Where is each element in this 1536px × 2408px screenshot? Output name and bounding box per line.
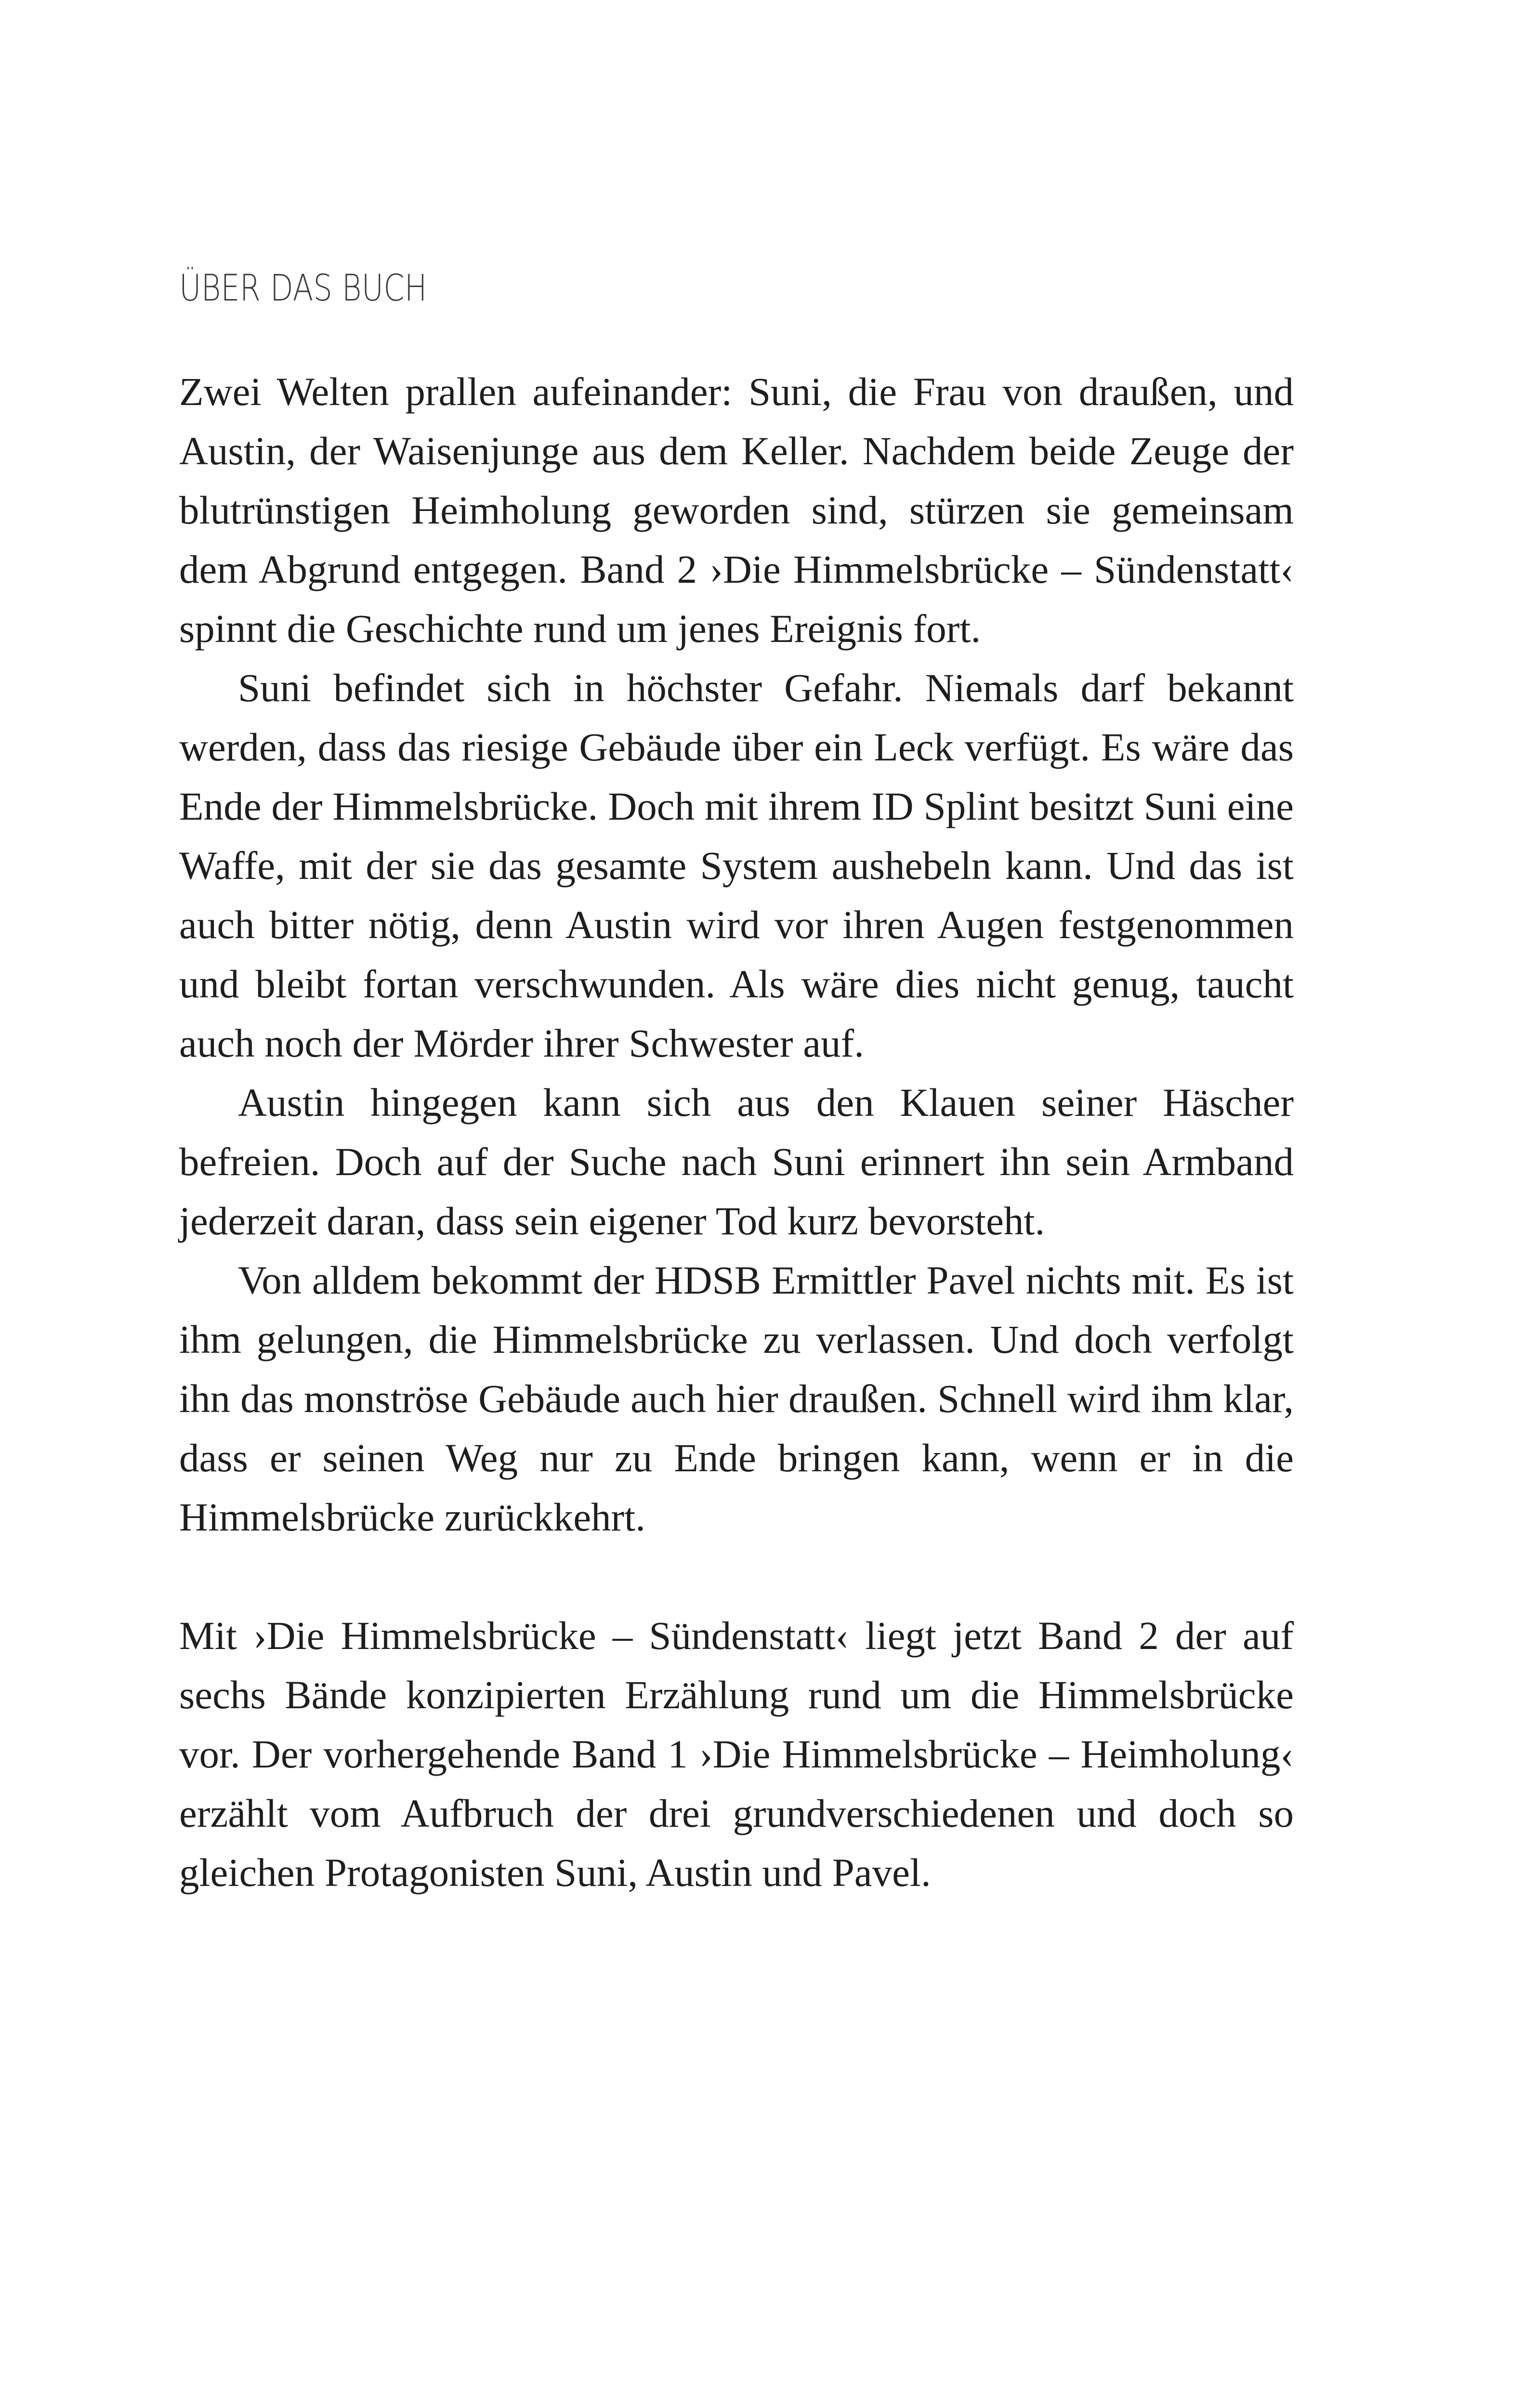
paragraph-austin: Austin hingegen kann sich aus den Klauen seiner Häscher befreien. Doch auf der Suche nach Suni erinnert ihn sein Armband jederzeit daran, dass sein eigener Tod kurz bevorsteht. bbox=[179, 1080, 1294, 1243]
section-heading: ÜBER DAS BUCH bbox=[179, 266, 427, 309]
paragraph-intro: Zwei Welten prallen aufeinander: Suni, die Frau von draußen, und Austin, der Waisenjunge aus dem Keller. Nachdem beide Zeuge der blutrünstigen Heimholung geworden sind, stürzen sie gemeinsam dem Abgrund entgegen. Band 2 ›Die Himmelsbrücke – Sündenstatt‹ spinnt die Geschichte rund um jenes Ereignis fort. bbox=[179, 369, 1294, 651]
paragraph-pavel: Von alldem bekommt der HDSB Ermittler Pavel nichts mit. Es ist ihm gelungen, die Himmelsbrücke zu verlassen. Und doch verfolgt ihn das monströse Gebäude auch hier draußen. Schnell wird ihm klar, dass er seinen Weg nur zu Ende bringen kann, wenn er in die Himmelsbrücke zurückkehrt. bbox=[179, 1258, 1294, 1539]
paragraph-series-note: Mit ›Die Himmelsbrücke – Sündenstatt‹ liegt jetzt Band 2 der auf sechs Bände konzipierten Erzählung rund um die Himmelsbrücke vor. Der vorhergehende Band 1 ›Die Himmelsbrücke – Heimholung‹ erzählt vom Aufbruch der drei grundverschiedenen und doch so gleichen Protagonisten Suni, Austin und Pavel. bbox=[179, 1613, 1294, 1895]
book-blurb-page bbox=[179, 264, 1294, 1902]
blurb-body bbox=[179, 362, 1294, 1902]
paragraph-suni: Suni befindet sich in höchster Gefahr. Niemals darf bekannt werden, dass das riesige Gebäude über ein Leck verfügt. Es wäre das Ende der Himmelsbrücke. Doch mit ihrem ID Splint besitzt Suni eine Waffe, mit der sie das gesamte System aushebeln kann. Und das ist auch bitter nötig, denn Austin wird vor ihren Augen festgenommen und bleibt fortan verschwunden. Als wäre dies nicht genug, taucht auch noch der Mörder ihrer Schwester auf. bbox=[179, 666, 1294, 1065]
